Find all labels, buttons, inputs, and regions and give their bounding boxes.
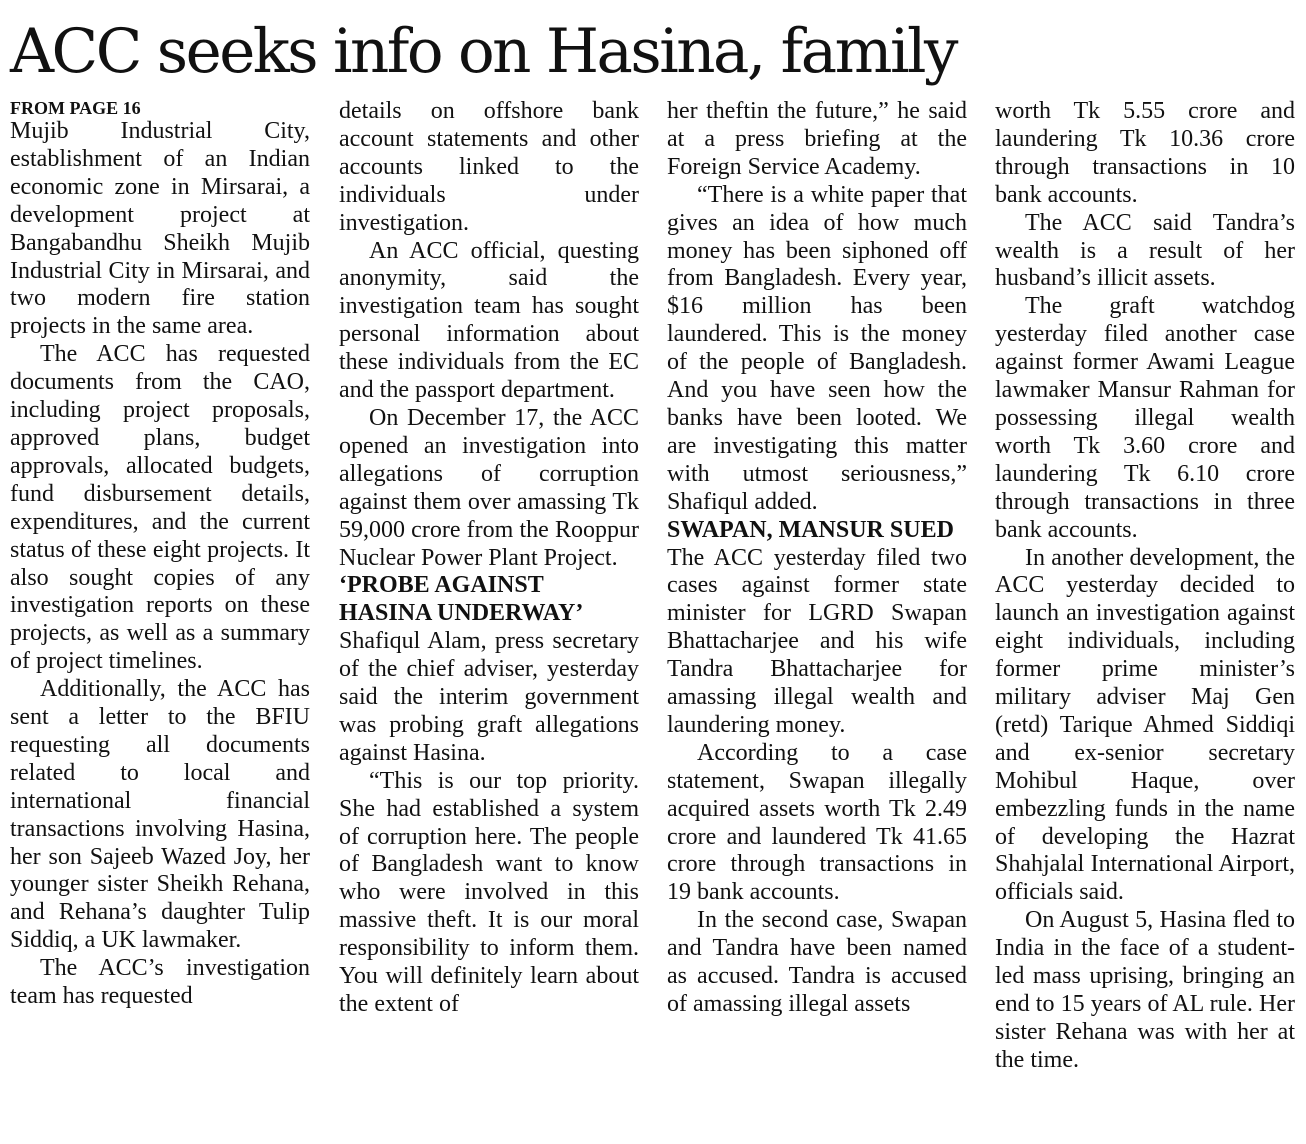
paragraph: On December 17, the ACC opened an investigation into allegations of corruption against them over amassing Tk 59,000 crore from the Rooppur Nuclear Power Plant Project. [339, 404, 639, 571]
paragraph: her theftin the future,” he said at a press briefing at the Foreign Service Academy. [667, 98, 967, 180]
paragraph: The graft watchdog yesterday filed another case against former Awami League lawmaker Mansur Rahman for possessing illegal wealth worth Tk 3.60 crore and laundering Tk 6.10 crore through transactions in three bank accounts. [995, 293, 1295, 543]
paragraph: The ACC said Tandra’s wealth is a result of her husband’s illicit assets. [995, 209, 1295, 292]
paragraph: The ACC’s investigation team has requested [10, 955, 310, 1010]
paragraph: According to a case statement, Swapan illegally acquired assets worth Tk 2.49 crore and laundered Tk 41.65 crore through transactions in 19 bank accounts. [667, 739, 967, 906]
paragraph: “This is our top priority. She had established a system of corruption here. The people of Bangladesh want to know who were involved in this massive theft. It is our moral responsibility to inform them. You will definitely learn about the extent of [339, 767, 639, 1017]
headline: ACC seeks info on Hasina, family [10, 16, 956, 87]
kicker: FROM PAGE 16 [10, 98, 141, 118]
paragraph: The ACC yesterday filed two cases against former state minister for LGRD Swapan Bhattacharjee and his wife Tandra Bhattacharjee for amassing illegal wealth and laundering money. [667, 544, 967, 738]
paragraph: In the second case, Swapan and Tandra have been named as accused. Tandra is accused of amassing illegal assets [667, 907, 967, 1017]
paragraph: Additionally, the ACC has sent a letter to the BFIU requesting all documents related to local and international financial transactions involving Hasina, her son Sajeeb Wazed Joy, her younger sister Sheikh Rehana, and Rehana’s daughter Tulip Siddiq, a UK lawmaker. [10, 676, 310, 954]
paragraph: In another development, the ACC yesterday decided to launch an investigation against eight individuals, including former prime minister’s military adviser Maj Gen (retd) Tarique Ahmed Siddiqi and ex-senior secretary Mohibul Haque, over embezzling funds in the name of developing the Hazrat Shahjalal International Airport, officials said. [995, 544, 1295, 906]
article-column-4 [995, 98, 1295, 1138]
paragraph: details on offshore bank account statements and other accounts linked to the individuals under investigation. [339, 98, 639, 236]
paragraph: “There is a white paper that gives an idea of how much money has been siphoned off from Bangladesh. Every year, $16 million has been laundered. This is the money of the people of Bangladesh. And you have seen how the banks have been looted. We are investigating this matter with utmost seriousness,” Shafiqul added. [667, 181, 967, 515]
subheading: ‘PROBE AGAINST HASINA UNDERWAY’ [339, 572, 584, 627]
article-column-1 [10, 98, 310, 1138]
subheading: SWAPAN, MANSUR SUED [667, 516, 954, 543]
paragraph: The ACC has requested documents from the CAO, including project proposals, approved plans, budget approvals, allocated budgets, fund disbursement details, expenditures, and the current status of these eight projects. It also sought copies of any investigation reports on these projects, as well as a summary of project timelines. [10, 341, 310, 675]
paragraph: On August 5, Hasina fled to India in the face of a student-led mass uprising, bringing an end to 15 years of AL rule. Her sister Rehana was with her at the time. [995, 907, 1295, 1073]
paragraph: worth Tk 5.55 crore and laundering Tk 10.36 crore through transactions in 10 bank accounts. [995, 98, 1295, 208]
article-column-3 [667, 98, 967, 1138]
paragraph: Mujib Industrial City, establishment of an Indian economic zone in Mirsarai, a development project at Bangabandhu Sheikh Mujib Industrial City in Mirsarai, and two modern fire station projects in the same area. [10, 118, 310, 340]
paragraph: An ACC official, questing anonymity, said the investigation team has sought personal information about these individuals from the EC and the passport department. [339, 237, 639, 404]
article-column-2 [339, 98, 639, 1138]
paragraph: Shafiqul Alam, press secretary of the chief adviser, yesterday said the interim government was probing graft allegations against Hasina. [339, 628, 639, 766]
